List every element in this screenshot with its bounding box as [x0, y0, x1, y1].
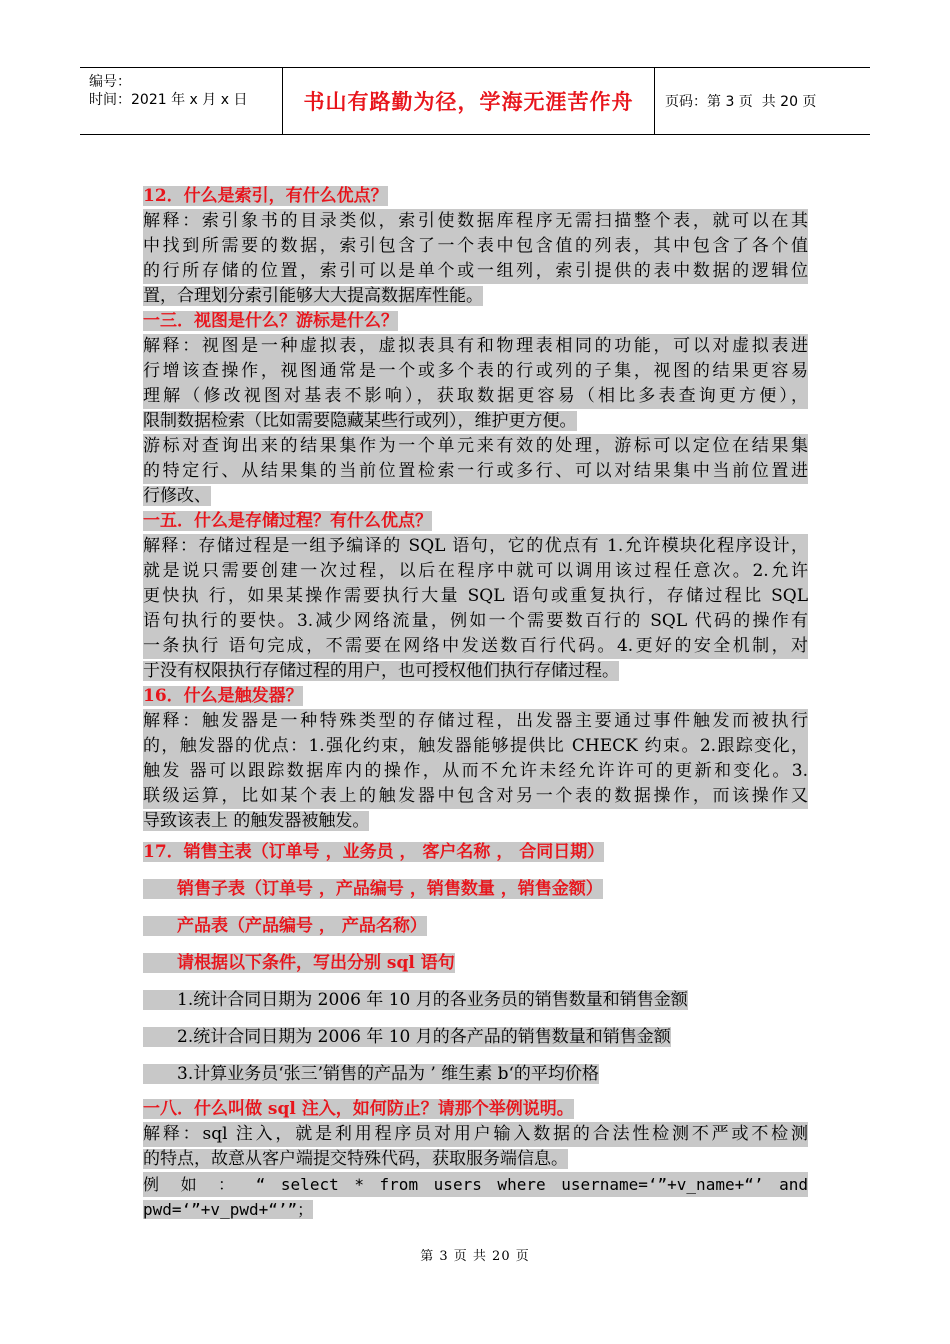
question-18-title: 一八．什么叫做 sql 注入，如何防止？请那个举例说明。 — [143, 1099, 574, 1119]
answer-line: 的，触发器的优点：1.强化约束，触发器能够提供比 CHECK 约束。2.跟踪变化， — [143, 734, 808, 759]
answer-line: 解释：索引象书的目录类似，索引使数据库程序无需扫描整个表，就可以在其 — [143, 209, 808, 234]
answer-line: 导致该表上 的触发器被触发。 — [143, 811, 370, 831]
answer-line: 置，合理划分索引能够大大提高数据库性能。 — [143, 286, 483, 306]
answer-line: 中找到所需要的数据，索引包含了一个表中包含值的列表，其中包含了各个值 — [143, 234, 808, 259]
question-17-table-product: 产品表（产品编号 ， 产品名称） — [143, 908, 808, 945]
header-motto: 书山有路勤为径，学海无涯苦作舟 — [283, 68, 655, 134]
answer-line: 触发 器可以跟踪数据库内的操作，从而不允许未经允许许可的更新和变化。3. — [143, 759, 808, 784]
answer-line: 的行所存储的位置，索引可以是单个或一组列，索引提供的表中数据的逻辑位 — [143, 259, 808, 284]
answer-line: 解释：触发器是一种特殊类型的存储过程，出发器主要通过事件触发而被执行 — [143, 709, 808, 734]
document-date-label: 时间：2021 年 x 月 x 日 — [89, 92, 248, 108]
page-header — [80, 67, 870, 135]
answer-line: 的特定行、从结果集的当前位置检索一行或多行、可以对结果集中当前位置进 — [143, 459, 808, 484]
code-example-line: 例 如 ： “ select * from users where username=‘”+v_name+“’ and — [143, 1172, 808, 1197]
question-15-title: 一五．什么是存储过程？有什么优点？ — [143, 511, 432, 531]
answer-line: 联级运算，比如某个表上的触发器中包含对另一个表的数据操作，而该操作又 — [143, 784, 808, 809]
question-17-condition: 1.统计合同日期为 2006 年 10 月的各业务员的销售数量和销售金额 — [143, 982, 808, 1019]
answer-line: 解释：sql 注入，就是利用程序员对用户输入数据的合法性检测不严或不检测 — [143, 1122, 808, 1147]
answer-line: 行修改、 — [143, 486, 211, 506]
header-page-info: 页码：第 3 页 共 20 页 — [665, 94, 817, 110]
answer-line: 行增该查操作，视图通常是一个或多个表的行或列的子集，视图的结果更容易 — [143, 359, 808, 384]
answer-line: 限制数据检索（比如需要隐藏某些行或列），维护更方便。 — [143, 411, 577, 431]
answer-line: 解释：存储过程是一组予编译的 SQL 语句，它的优点有 1.允许模块化程序设计， — [143, 534, 808, 559]
answer-line: 的特点，故意从客户端提交特殊代码，获取服务端信息。 — [143, 1149, 568, 1169]
header-meta — [80, 68, 283, 134]
answer-line: 一条执行 语句完成，不需要在网络中发送数百行代码。4.更好的安全机制，对 — [143, 634, 808, 659]
question-17-title: 17．销售主表（订单号 ，业务员 ， 客户名称 ， 合同日期） — [143, 842, 605, 862]
answer-line: 于没有权限执行存储过程的用户，也可授权他们执行存储过程。 — [143, 661, 619, 681]
question-16-title: 16．什么是触发器？ — [143, 686, 303, 706]
question-17-instruction: 请根据以下条件，写出分别 sql 语句 — [143, 945, 808, 982]
answer-line: 解释：视图是一种虚拟表，虚拟表具有和物理表相同的功能，可以对虚拟表进 — [143, 334, 808, 359]
question-13-title: 一三．视图是什么？游标是什么？ — [143, 311, 398, 331]
answer-line: 就是说只需要创建一次过程，以后在程序中就可以调用该过程任意次。2.允许 — [143, 559, 808, 584]
question-17-condition: 2.统计合同日期为 2006 年 10 月的各产品的销售数量和销售金额 — [143, 1019, 808, 1056]
question-12-title: 12．什么是索引，有什么优点？ — [143, 186, 388, 206]
answer-line: 理解（修改视图对基表不影响），获取数据更容易（相比多表查询更方便）， — [143, 384, 808, 409]
question-17-table-sub: 销售子表（订单号 ，产品编号 ，销售数量 ，销售金额） — [143, 871, 808, 908]
code-example-line: pwd=‘”+v_pwd+“’”； — [143, 1200, 314, 1219]
answer-line: 语句执行的要快。3.减少网络流量，例如一个需要数百行的 SQL 代码的操作有 — [143, 609, 808, 634]
answer-line: 更快执 行，如果某操作需要执行大量 SQL 语句或重复执行，存储过程比 SQL — [143, 584, 808, 609]
answer-line: 游标对查询出来的结果集作为一个单元来有效的处理，游标可以定位在结果集 — [143, 434, 808, 459]
document-number-label: 编号： — [89, 74, 131, 90]
question-17-condition: 3.计算业务员‘张三’销售的产品为 ’ 维生素 b‘的平均价格 — [143, 1056, 808, 1093]
document-body — [143, 184, 808, 1222]
page-footer: 第 3 页 共 20 页 — [420, 1249, 530, 1264]
